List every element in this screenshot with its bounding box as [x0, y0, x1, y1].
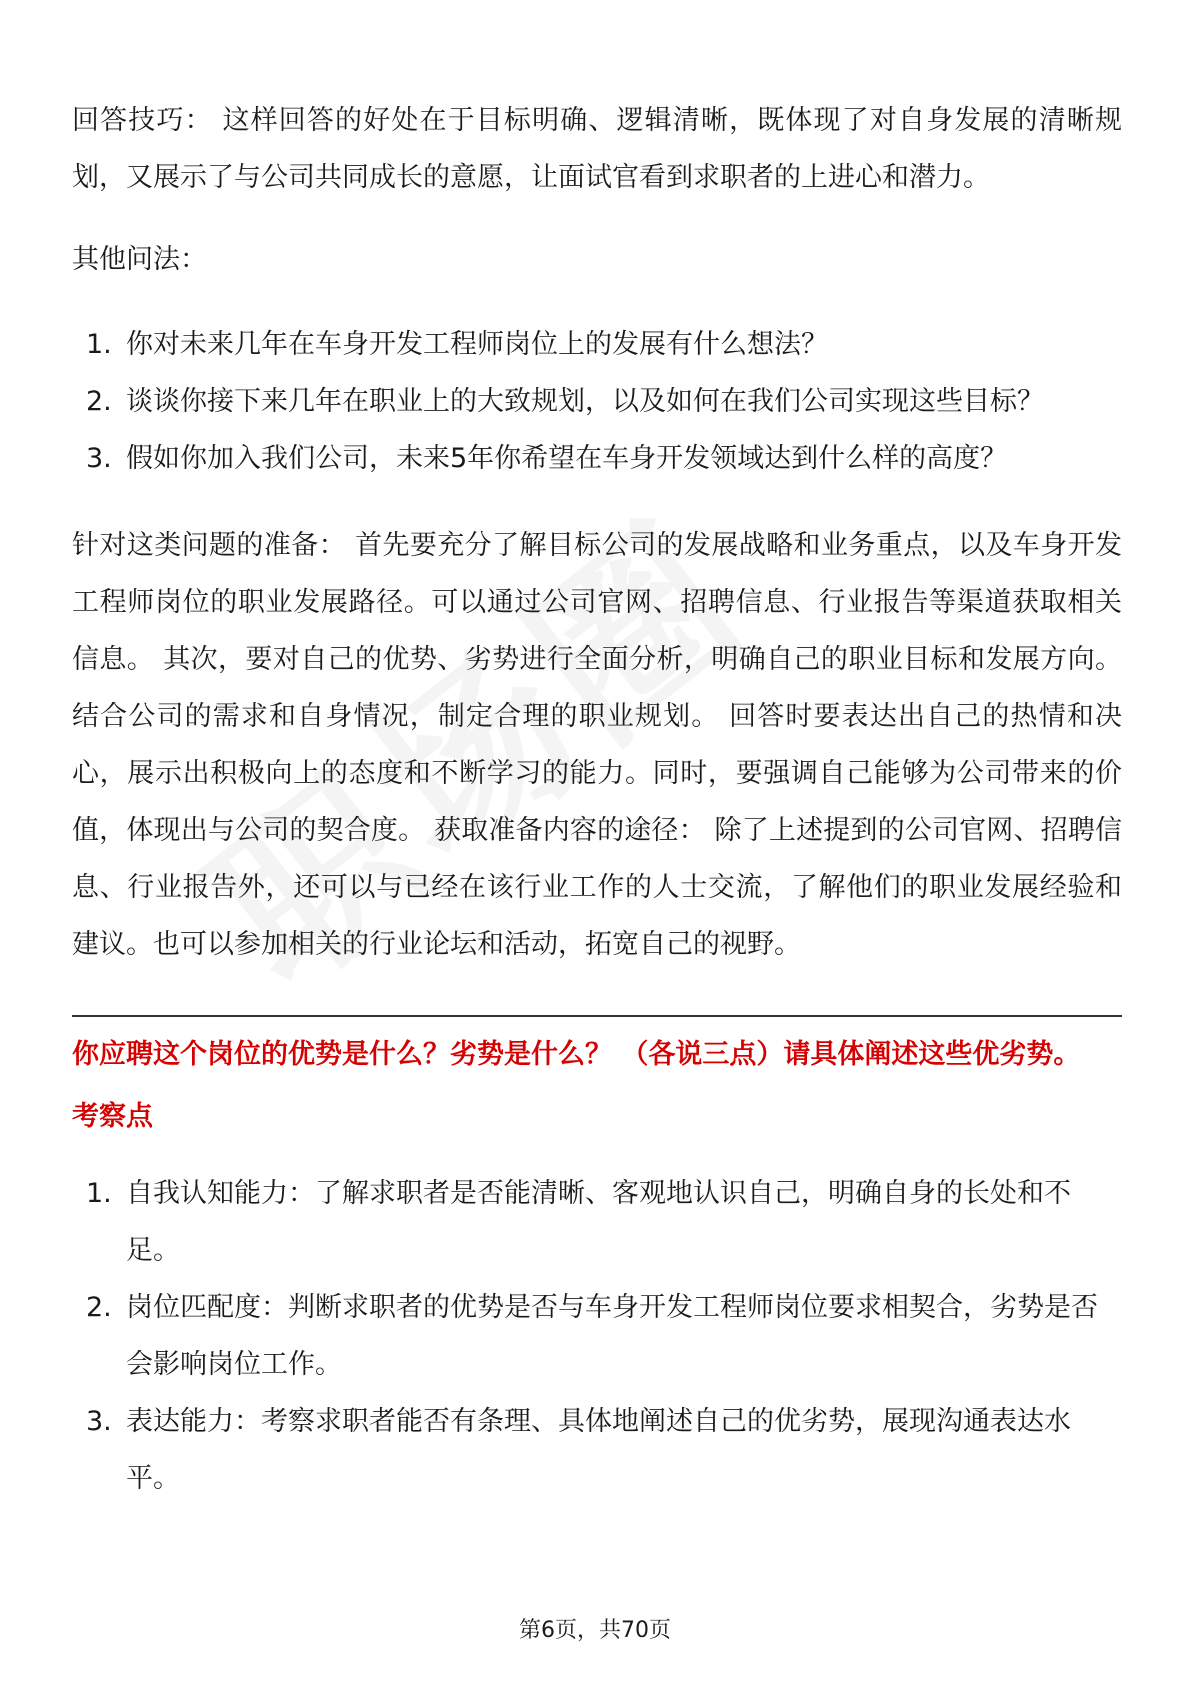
list-number: 3.: [86, 1406, 112, 1437]
list-number: 1.: [86, 1178, 112, 1209]
preparation-paragraph: [72, 517, 1122, 973]
other-questions-list: [72, 316, 1122, 487]
list-number: 2.: [86, 386, 112, 417]
preparation-text: 首先要充分了解目标公司的发展战略和业务重点，以及车身开发工程师岗位的职业发展路径。可以通过公司官网、招聘信息、行业报告等渠道获取相关信息。 其次，要对自己的优势、劣势进行全面分析，明确自己的职业目标和发展方向。结合公司的需求和自身情况，制定合理的职业规划。 回答时要表达出自己的热情和决心，展示出积极向上的态度和不断学习的能力。同时，要强调自己能够为公司带来的价值，体现出与公司的契合度。 获取准备内容的途径： 除了上述提到的公司官网、招聘信息、行业报告外，还可以与已经在该行业工作的人士交流，了解他们的职业发展经验和建议。也可以参加相关的行业论坛和活动，拓宽自己的视野。: [72, 530, 1123, 960]
list-item: [72, 316, 1122, 373]
assessment-points-list: [72, 1165, 1122, 1507]
list-item-text: 岗位匹配度：判断求职者的优势是否与车身开发工程师岗位要求相契合，劣势是否会影响岗位工作。: [126, 1292, 1098, 1380]
list-item: [72, 430, 1122, 487]
document-page: [72, 92, 1122, 1507]
section-divider: [72, 1015, 1122, 1017]
list-item: [72, 373, 1122, 430]
list-item-text: 你对未来几年在车身开发工程师岗位上的发展有什么想法？: [126, 329, 828, 360]
list-item: [72, 1393, 1122, 1507]
answer-tips-text: 这样回答的好处在于目标明确、逻辑清晰，既体现了对自身发展的清晰规划，又展示了与公司共同成长的意愿，让面试官看到求职者的上进心和潜力。: [72, 105, 1122, 193]
list-number: 2.: [86, 1292, 112, 1323]
list-item-text: 谈谈你接下来几年在职业上的大致规划，以及如何在我们公司实现这些目标？: [126, 386, 1044, 417]
list-item-text: 假如你加入我们公司，未来5年你希望在车身开发领域达到什么样的高度？: [126, 443, 1008, 474]
answer-tips-label: 回答技巧：: [72, 105, 213, 136]
list-item: [72, 1165, 1122, 1279]
list-number: 3.: [86, 443, 112, 474]
page-number-footer: 第6页，共70页: [519, 1618, 671, 1643]
other-questions-label: 其他问法：: [72, 244, 207, 275]
question-title: 你应聘这个岗位的优势是什么？劣势是什么？ （各说三点）请具体阐述这些优劣势。: [72, 1039, 1081, 1070]
assessment-points-heading: 考察点: [72, 1101, 153, 1132]
list-item: [72, 1279, 1122, 1393]
list-item-text: 自我认知能力：了解求职者是否能清晰、客观地认识自己，明确自身的长处和不足。: [126, 1178, 1071, 1266]
answer-tips-paragraph: [72, 92, 1122, 206]
preparation-label: 针对这类问题的准备：: [72, 530, 347, 561]
list-item-text: 表达能力：考察求职者能否有条理、具体地阐述自己的优劣势，展现沟通表达水平。: [126, 1406, 1071, 1494]
list-number: 1.: [86, 329, 112, 360]
